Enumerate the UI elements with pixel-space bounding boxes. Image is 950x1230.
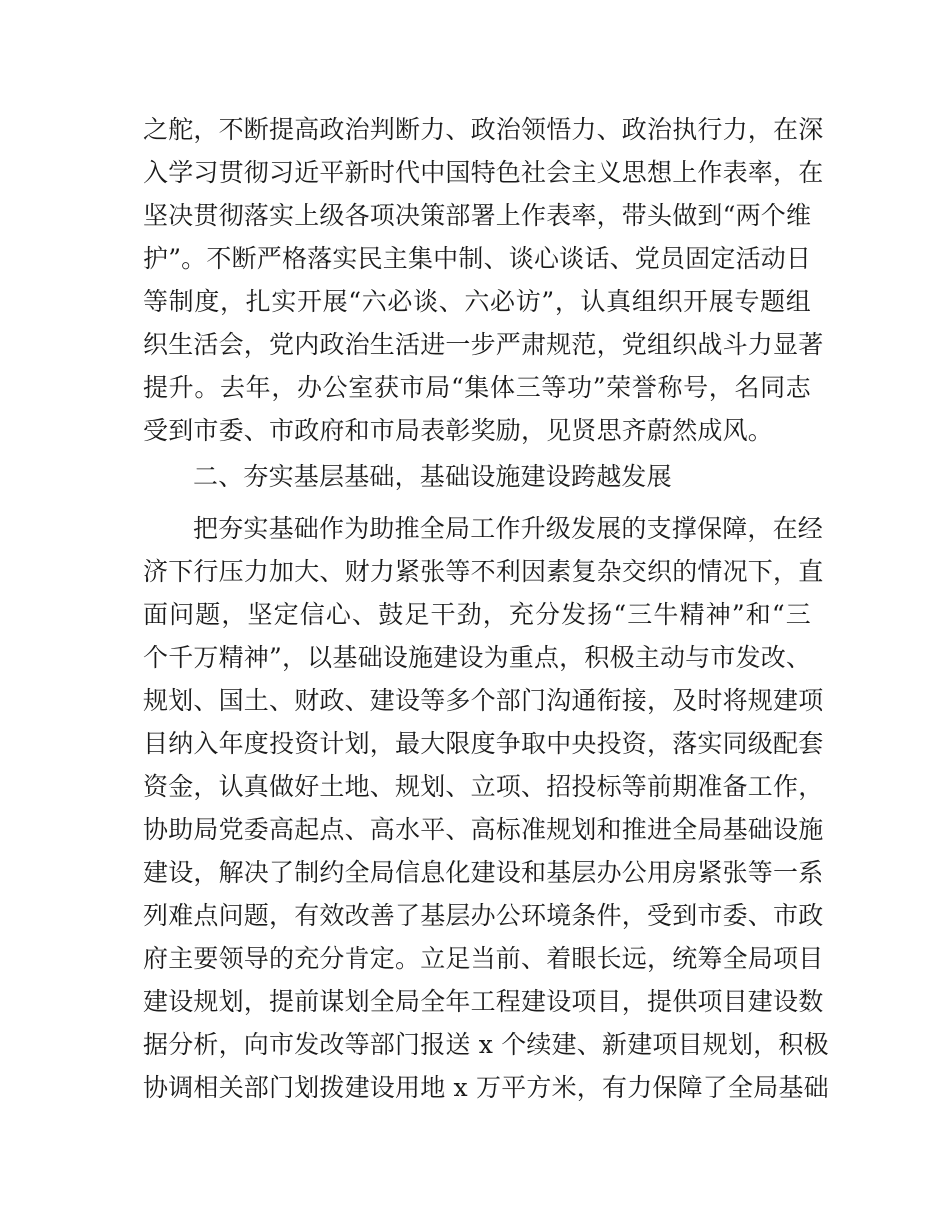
paragraph-2-line: 列难点问题，有效改善了基层办公环境条件，受到市委、市政: [143, 901, 824, 930]
paragraph-1-line: 之舵，不断提高政治判断力、政治领悟力、政治执行力，在深: [143, 115, 824, 144]
paragraph-1-line: 坚决贯彻落实上级各项决策部署上作表率，带头做到“两个维: [143, 201, 812, 230]
paragraph-2-line: 面问题，坚定信心、鼓足干劲，充分发扬“三牛精神”和“三: [143, 600, 811, 629]
paragraph-2-line: 协助局党委高起点、高水平、高标准规划和推进全局基础设施: [143, 815, 824, 844]
paragraph-2-line: 协调相关部门划拨建设用地 x 万平方米，有力保障了全局基础: [143, 1073, 829, 1102]
paragraph-2-line: 规划、国土、财政、建设等多个部门沟通衔接，及时将规建项: [143, 686, 824, 715]
paragraph-2-line: 建设，解决了制约全局信息化建设和基层办公用房紧张等一系: [143, 858, 824, 887]
paragraph-2-line: 府主要领导的充分肯定。立足当前、着眼长远，统筹全局项目: [143, 944, 824, 973]
paragraph-1-line: 护”。不断严格落实民主集中制、谈心谈话、党员固定活动日: [143, 244, 812, 273]
paragraph-1-line: 织生活会，党内政治生活进一步严肃规范，党组织战斗力显著: [143, 330, 824, 359]
paragraph-1-line: 等制度，扎实开展“六必谈、六必访”，认真组织开展专题组: [143, 287, 811, 316]
paragraph-2-line: 建设规划，提前谋划全局全年工程建设项目，提供项目建设数: [143, 987, 824, 1016]
paragraph-1-line: 提升。去年，办公室获市局“集体三等功”荣誉称号，名同志: [143, 373, 811, 402]
paragraph-2-line: 把夯实基础作为助推全局工作升级发展的支撑保障，在经: [193, 514, 824, 543]
paragraph-2-line: 个千万精神”，以基础设施建设为重点，积极主动与市发改、: [143, 643, 812, 672]
section-heading: 二、夯实基层基础，基础设施建设跨越发展: [193, 462, 672, 491]
paragraph-1-line: 受到市委、市政府和市局表彰奖励，见贤思齐蔚然成风。: [143, 416, 774, 445]
paragraph-2-line: 目纳入年度投资计划，最大限度争取中央投资，落实同级配套: [143, 729, 824, 758]
paragraph-2-line: 据分析，向市发改等部门报送 x 个续建、新建项目规划，积极: [143, 1030, 829, 1059]
paragraph-1-line: 入学习贯彻习近平新时代中国特色社会主义思想上作表率，在: [143, 158, 824, 187]
paragraph-2-line: 资金，认真做好土地、规划、立项、招投标等前期准备工作，: [143, 772, 824, 801]
paragraph-2-line: 济下行压力加大、财力紧张等不利因素复杂交织的情况下，直: [143, 557, 824, 586]
